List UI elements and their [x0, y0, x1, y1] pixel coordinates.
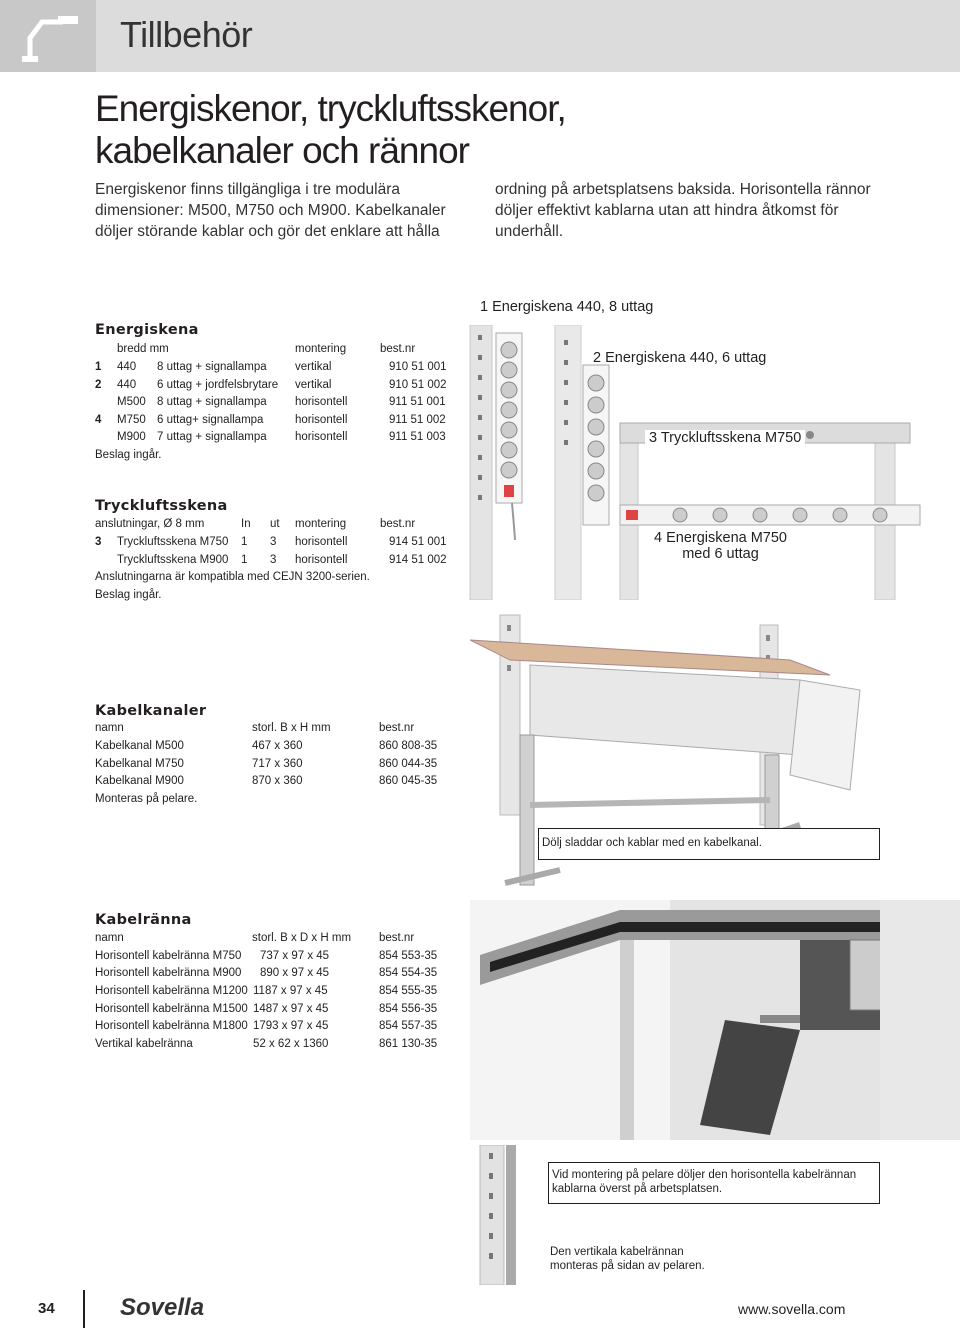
cell-montering: vertikal: [295, 379, 332, 391]
table-row: [95, 950, 455, 966]
cell-bestnr: 854 553-35: [379, 950, 438, 962]
page-title-line-1: Energiskenor, tryckluftsskenor,: [95, 88, 566, 129]
table-row: [95, 379, 455, 395]
section-title: Tillbehör: [120, 14, 253, 55]
table-row: [95, 396, 455, 412]
table-row: [95, 1020, 455, 1036]
cell-storl: 717 x 360: [252, 758, 303, 770]
cell-in: 1: [241, 554, 248, 566]
table-header: [95, 343, 455, 359]
note-text: Monteras på pelare.: [95, 793, 198, 805]
cell-bredd: M750: [117, 414, 146, 426]
caption-line: Den vertikala kabelrännan: [550, 1246, 684, 1258]
cell-storl: 467 x 360: [252, 740, 303, 752]
sovella-logo: Sovella: [120, 1294, 205, 1321]
table-row: [95, 536, 455, 552]
kabelkanaler-table: [95, 722, 455, 812]
cell-namn: Vertikal kabelränna: [95, 1038, 193, 1050]
cell-ut: 3: [270, 554, 277, 566]
col-header: ut: [270, 518, 280, 530]
kabelranna-table: [95, 932, 455, 1056]
cell-namn: Horisontell kabelränna M1500: [95, 1003, 248, 1015]
cell-storl: 890 x 97 x 45: [260, 967, 330, 979]
page-number-box: [0, 1290, 85, 1328]
energiskena-table: [95, 343, 455, 473]
cell-bredd: M500: [117, 396, 146, 408]
col-header: namn: [95, 722, 124, 734]
tryckluftsskena-table: [95, 518, 455, 608]
kabelranna-title: Kabelränna: [95, 912, 192, 928]
row-number: 3: [95, 536, 102, 548]
cell-bestnr: 911 51 001: [389, 396, 446, 408]
cell-desc: 8 uttag + signallampa: [157, 361, 267, 373]
table-note: [95, 589, 455, 605]
caption-ranna-vertikal: [550, 1245, 705, 1273]
table-row: [95, 758, 455, 774]
cell-storl: 737 x 97 x 45: [260, 950, 330, 962]
caption-line: 4 Energiskena M750: [654, 530, 787, 546]
cell-montering: horisontell: [295, 554, 348, 566]
col-header: best.nr: [379, 932, 415, 944]
cell-namn: Horisontell kabelränna M900: [95, 967, 242, 979]
cell-bestnr: 911 51 002: [389, 414, 446, 426]
cell-bredd: M900: [117, 431, 146, 443]
col-header: best.nr: [379, 722, 415, 734]
page-title-line-2: kabelkanaler och rännor: [95, 130, 469, 171]
cell-desc: 6 uttag+ signallampa: [157, 414, 264, 426]
table-row: [95, 985, 455, 1001]
table-row: [95, 431, 455, 447]
table-note: [95, 793, 455, 809]
lamp-logo-icon: [0, 0, 96, 72]
cell-bestnr: 854 555-35: [379, 985, 438, 997]
table-row: [95, 414, 455, 430]
caption-energiskena-6: 2 Energiskena 440, 6 uttag: [593, 350, 767, 366]
cell-bestnr: 854 554-35: [379, 967, 438, 979]
cell-storl: 1793 x 97 x 45: [253, 1020, 329, 1032]
row-number: 2: [95, 379, 102, 391]
table-header: [95, 722, 455, 738]
col-header: anslutningar, Ø 8 mm: [95, 518, 205, 530]
cell-bestnr: 914 51 001: [389, 536, 447, 548]
cell-montering: horisontell: [295, 414, 348, 426]
col-header: montering: [295, 518, 347, 530]
table-row: [95, 775, 455, 791]
table-note: [95, 571, 455, 587]
cell-namn: Horisontell kabelränna M750: [95, 950, 242, 962]
col-header: storl. B x D x H mm: [252, 932, 352, 944]
horizontal-tray-photo: [470, 900, 960, 1140]
tryckluftsskena-title: Tryckluftsskena: [95, 498, 228, 514]
table-row: [95, 740, 455, 756]
caption-ranna-horisontell: [552, 1168, 856, 1196]
page-title: [95, 88, 566, 172]
cell-desc: 6 uttag + jordfelsbrytare: [157, 379, 279, 391]
col-header: montering: [295, 343, 347, 355]
cell-bestnr: 854 556-35: [379, 1003, 438, 1015]
table-row: [95, 1038, 455, 1054]
cell-storl: 870 x 360: [252, 775, 303, 787]
page-number: 34: [38, 1300, 55, 1317]
caption-energiskena-m750: [650, 530, 791, 562]
cell-bredd: 440: [117, 361, 137, 373]
table-row: [95, 1003, 455, 1019]
cell-bestnr: 860 045-35: [379, 775, 438, 787]
cell-bestnr: 911 51 003: [389, 431, 446, 443]
cell-desc: 8 uttag + signallampa: [157, 396, 267, 408]
energiskena-title: Energiskena: [95, 322, 199, 338]
cell-namn: Tryckluftsskena M900: [117, 554, 229, 566]
table-row: [95, 361, 455, 377]
col-header: storl. B x H mm: [252, 722, 331, 734]
cell-bestnr: 914 51 002: [389, 554, 447, 566]
row-number: 4: [95, 414, 102, 426]
note-text: Beslag ingår.: [95, 449, 162, 461]
intro-text-right: ordning på arbetsplatsens baksida. Horisontella rännor döljer effektivt kablarna utan att hindra åtkomst för underhåll.: [495, 181, 871, 240]
caption-kabelkanal: Dölj sladdar och kablar med en kabelkanal.: [542, 837, 762, 849]
cell-namn: Horisontell kabelränna M1200: [95, 985, 248, 997]
caption-line: monteras på sidan av pelaren.: [550, 1260, 705, 1272]
row-number: 1: [95, 361, 102, 373]
caption-box: [548, 1162, 880, 1204]
col-header: namn: [95, 932, 124, 944]
cell-bestnr: 910 51 002: [389, 379, 447, 391]
cell-bredd: 440: [117, 379, 137, 391]
cell-ut: 3: [270, 536, 277, 548]
cell-montering: horisontell: [295, 396, 348, 408]
caption-box: [538, 828, 880, 860]
table-header: [95, 932, 455, 948]
cell-bestnr: 854 557-35: [379, 1020, 438, 1032]
cell-bestnr: 860 044-35: [379, 758, 438, 770]
col-header: In: [241, 518, 251, 530]
cell-montering: horisontell: [295, 536, 348, 548]
cell-in: 1: [241, 536, 248, 548]
table-row: [95, 554, 455, 570]
cell-montering: vertikal: [295, 361, 332, 373]
note-text: Anslutningarna är kompatibla med CEJN 3200-serien.: [95, 571, 370, 583]
caption-tryckluftsskena: 3 Tryckluftsskena M750: [645, 430, 805, 446]
col-header: best.nr: [380, 518, 416, 530]
cell-montering: horisontell: [295, 431, 348, 443]
table-header: [95, 518, 455, 534]
cell-namn: Kabelkanal M750: [95, 758, 184, 770]
cell-namn: Horisontell kabelränna M1800: [95, 1020, 248, 1032]
cell-storl: 1487 x 97 x 45: [253, 1003, 329, 1015]
caption-energiskena-8: 1 Energiskena 440, 8 uttag: [480, 299, 654, 315]
intro-text-left: Energiskenor finns tillgängliga i tre modulära dimensioner: M500, M750 och M900. Kabelkanaler döljer störande kablar och gör det enklare att hålla: [95, 181, 446, 240]
cell-desc: 7 uttag + signallampa: [157, 431, 267, 443]
cell-namn: Tryckluftsskena M750: [117, 536, 229, 548]
note-text: Beslag ingår.: [95, 589, 162, 601]
cell-bestnr: 860 808-35: [379, 740, 438, 752]
website-url[interactable]: www.sovella.com: [738, 1301, 846, 1317]
col-header: bredd mm: [117, 343, 169, 355]
table-note: [95, 449, 455, 465]
caption-line: med 6 uttag: [682, 546, 759, 562]
caption-line: kablarna överst på arbetsplatsen.: [552, 1183, 723, 1195]
cell-namn: Kabelkanal M900: [95, 775, 184, 787]
col-header: best.nr: [380, 343, 416, 355]
caption-line: Vid montering på pelare döljer den horisontella kabelrännan: [552, 1169, 857, 1181]
cell-bestnr: 910 51 001: [389, 361, 447, 373]
vertical-tray-photo: [470, 1145, 550, 1285]
cell-storl: 1187 x 97 x 45: [253, 985, 328, 997]
cell-bestnr: 861 130-35: [379, 1038, 438, 1050]
kabelkanaler-title: Kabelkanaler: [95, 703, 207, 719]
table-row: [95, 967, 455, 983]
cell-storl: 52 x 62 x 1360: [253, 1038, 329, 1050]
cell-namn: Kabelkanal M500: [95, 740, 184, 752]
